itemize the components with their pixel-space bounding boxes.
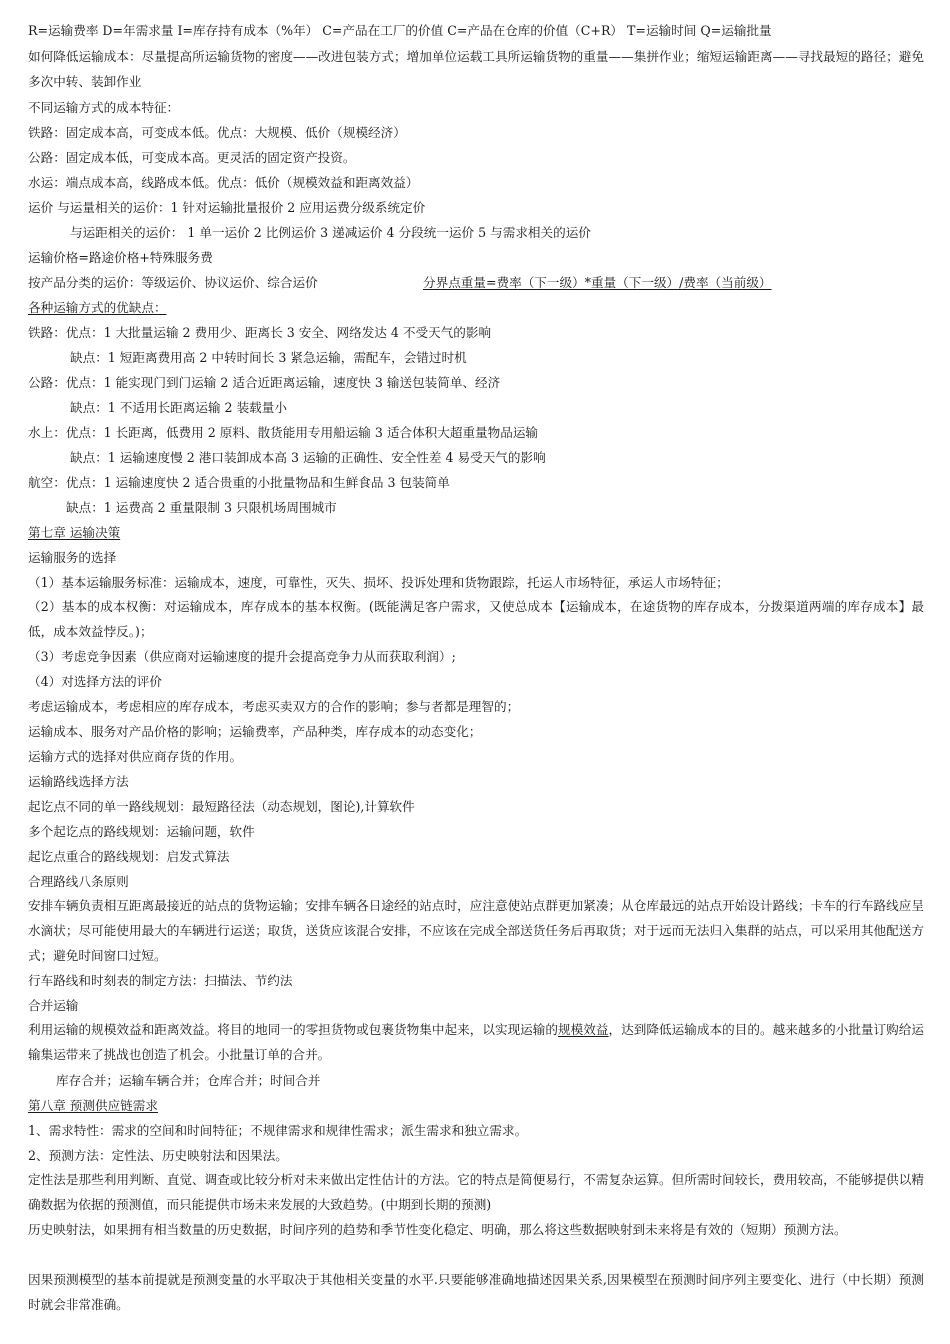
item-2-paragraph: （2）基本的成本权衡：对运输成本，库存成本的基本权衡。(既能满足客户需求，又使总成本【运输成本，在途货物的库存成本，分拨渠道两端的库存成本】最低，成本效益悖反。)； xyxy=(28,599,924,639)
evaluation-line-3: 运输方式的选择对供应商存货的作用。 xyxy=(28,749,243,764)
water-pros-line: 水上：优点：1 长距离，低费用 2 原料、散货能用专用船运输 3 适合体积大超重量物品运输 xyxy=(28,425,539,440)
reduce-cost-paragraph: 如何降低运输成本：尽量提高所运输货物的密度——改进包装方式；增加单位运载工具所运输货物的重量——集拼作业；缩短运输距离——寻找最短的路径；避免多次中转、装卸作业 xyxy=(28,49,924,89)
consolidation-text-b: ，达到降低运输成本的目的。越来越多的小批量订购给运输集运带来了挑战也创造了机会。小批量订单的合并。 xyxy=(28,1022,925,1062)
air-pros-line: 航空：优点：1 运输速度快 2 适合贵重的小批量物品和生鲜食品 3 包装简单 xyxy=(28,475,450,490)
historical-paragraph: 历史映射法，如果拥有相当数量的历史数据，时间序列的趋势和季节性变化稳定、明确，那么将这些数据映射到未来将是有效的（短期）预测方法。 xyxy=(28,1222,847,1237)
consolidation-heading: 合并运输 xyxy=(28,998,79,1013)
qualitative-paragraph: 定性法是那些利用判断、直觉、调查或比较分析对未来做出定性估计的方法。它的特点是简便易行，不需复杂运算。但所需时间较长，费用较高，不能够提供以精确数据为依据的预测值，而只能提供市场未来发展的大致趋势。(中期到长期的预测) xyxy=(28,1172,924,1212)
product-rate-line: 按产品分类的运价：等级运价、协议运价、综合运价 xyxy=(28,275,318,290)
chapter-7-heading xyxy=(28,524,924,542)
price-formula-line: 运输价格=路途价格+特殊服务费 xyxy=(28,250,213,265)
eight-principles-paragraph: 安排车辆负责相互距离最接近的站点的货物运输；安排车辆各日途经的站点时，应注意使站点群更加紧凑；从仓库最远的站点开始设计路线；卡车的行车路线应呈水滴状；尽可能使用最大的车辆进行运送；取货，送货应该混合安排，不应该在完成全部送货任务后再取货；对于远而无法归入集群的站点，可以采用其他配送方式；避免时间窗口过短。 xyxy=(28,898,924,963)
evaluation-line-1: 考虑运输成本，考虑相应的库存成本，考虑买卖双方的合作的影响；参与者都是理智的； xyxy=(28,699,520,714)
breakpoint-weight-formula: 分界点重量=费率（下一级）*重量（下一级）/费率（当前级） xyxy=(423,275,772,290)
item-4-line: （4）对选择方法的评价 xyxy=(28,674,162,689)
evaluation-line-2: 运输成本、服务对产品价格的影响；运输费率，产品种类，库存成本的动态变化； xyxy=(28,724,482,739)
eight-principles-heading: 合理路线八条原则 xyxy=(28,874,129,889)
rail-cost-line: 铁路：固定成本高，可变成本低。优点：大规模、低价（规模经济） xyxy=(28,125,406,140)
road-pros-line: 公路：优点：1 能实现门到门运输 2 适合近距离运输，速度快 3 输送包装简单、经济 xyxy=(28,375,501,390)
rail-cons-line: 缺点：1 短距离费用高 2 中转时间长 3 紧急运输，需配车，会错过时机 xyxy=(70,350,467,365)
variable-definitions: R=运输费率 D=年需求量 I=库存持有成本（%年） C=产品在工厂的价值 C=产品在仓库的价值（C+R） T=运输时间 Q=运输批量 xyxy=(28,23,772,38)
water-cost-line: 水运：端点成本高，线路成本低。优点：低价（规模效益和距离效益） xyxy=(28,175,419,190)
chapter-8-title: 第八章 预测供应链需求 xyxy=(28,1098,158,1113)
route-method-heading: 运输路线选择方法 xyxy=(28,774,129,789)
volume-rate-line: 运价 与运量相关的运价：1 针对运输批量报价 2 应用运费分级系统定价 xyxy=(28,200,426,215)
air-cons-line: 缺点：1 运费高 2 重量限制 3 只限机场周围城市 xyxy=(66,500,337,515)
road-cost-line: 公路：固定成本低，可变成本高。更灵活的固定资产投资。 xyxy=(28,150,356,165)
consolidation-text-a: 利用运输的规模效益和距离效益。将目的地同一的零担货物或包裹货物集中起来，以实现运输的 xyxy=(28,1022,559,1037)
consolidation-paragraph xyxy=(28,1017,924,1067)
item-1-line: （1）基本运输服务标准：运输成本，速度，可靠性，灭失、损坏、投诉处理和货物跟踪，托运人市场特征，承运人市场特征； xyxy=(28,575,729,590)
causal-paragraph: 因果预测模型的基本前提就是预测变量的水平取决于其他相关变量的水平.只要能够准确地描述因果关系,因果模型在预测时间序列主要变化、进行（中长期）预测时就会非常准确。 xyxy=(28,1272,924,1312)
forecast-method-line: 2、预测方法：定性法、历史映射法和因果法。 xyxy=(28,1148,288,1163)
item-3-line: （3）考虑竞争因素（供应商对运输速度的提升会提高竞争力从而获取利润）; xyxy=(28,649,456,664)
chapter-7-title: 第七章 运输决策 xyxy=(28,525,121,540)
consolidation-types-line: 库存合并；运输车辆合并；仓库合并；时间合并 xyxy=(56,1073,321,1088)
multi-origin-line: 多个起讫点的路线规划：运输问题，软件 xyxy=(28,824,255,839)
chapter-8-heading xyxy=(28,1097,924,1115)
scale-benefit-term: 规模效益 xyxy=(558,1022,609,1037)
service-selection-heading: 运输服务的选择 xyxy=(28,550,117,565)
demand-feature-line: 1、需求特性：需求的空间和时间特征；不规律需求和规律性需求；派生需求和独立需求。 xyxy=(28,1123,528,1138)
rail-pros-line: 铁路：优点：1 大批量运输 2 费用少、距离长 3 安全、网络发达 4 不受天气的影响 xyxy=(28,325,492,340)
schedule-method-line: 行车路线和时刻表的制定方法：扫描法、节约法 xyxy=(28,973,293,988)
pros-cons-heading-text: 各种运输方式的优缺点： xyxy=(28,300,167,315)
distance-rate-line: 与运距相关的运价： 1 单一运价 2 比例运价 3 递减运价 4 分段统一运价 5 与需求相关的运价 xyxy=(70,225,591,240)
same-origin-line: 起讫点重合的路线规划：启发式算法 xyxy=(28,849,230,864)
water-cons-line: 缺点：1 运输速度慢 2 港口装卸成本高 3 运输的正确性、安全性差 4 易受天气的影响 xyxy=(70,450,546,465)
single-route-line: 起讫点不同的单一路线规划：最短路径法（动态规划，图论),计算软件 xyxy=(28,799,415,814)
pros-cons-heading xyxy=(28,299,924,317)
road-cons-line: 缺点：1 不适用长距离运输 2 装载量小 xyxy=(70,400,287,415)
cost-features-heading: 不同运输方式的成本特征： xyxy=(28,100,180,115)
